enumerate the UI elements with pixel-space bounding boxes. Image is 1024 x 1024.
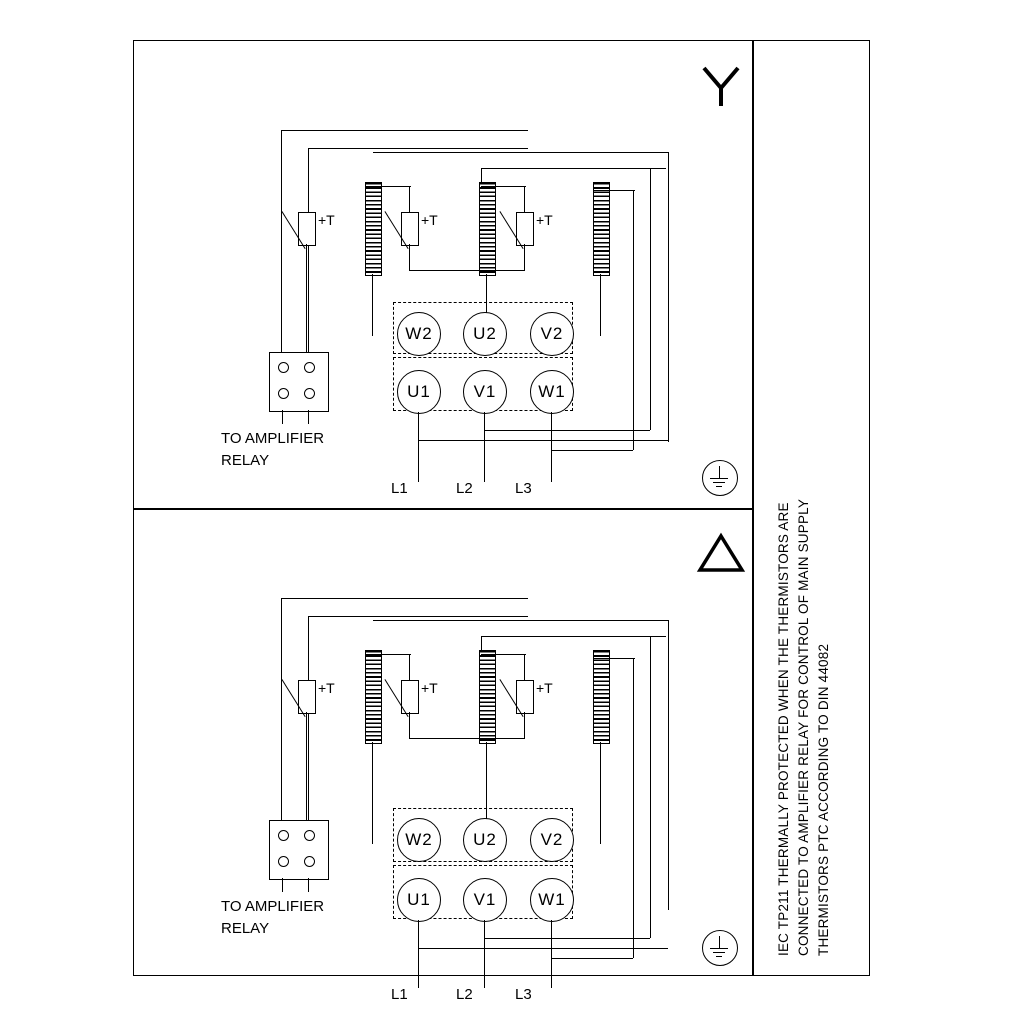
terminal-w1[interactable]: W1 — [530, 370, 574, 414]
wire — [551, 958, 633, 959]
wire — [668, 620, 669, 910]
terminal-u1[interactable]: U1 — [397, 370, 441, 414]
wire — [372, 274, 373, 336]
connector-terminal-dot — [278, 362, 289, 373]
wire — [365, 654, 411, 655]
supply-label-l3: L3 — [515, 480, 532, 497]
amplifier-label-line2: RELAY — [221, 452, 270, 469]
wire — [593, 658, 635, 659]
terminal-u1[interactable]: U1 — [397, 878, 441, 922]
wire — [418, 440, 668, 441]
thermistor-label: +T — [536, 212, 553, 228]
note-column — [762, 40, 862, 976]
note-line-1: IEC TP211 THERMALLY PROTECTED WHEN THE THERMISTORS ARE — [776, 502, 791, 956]
connector-terminal-dot — [304, 830, 315, 841]
terminal-w2[interactable]: W2 — [397, 818, 441, 862]
terminal-v1[interactable]: V1 — [463, 878, 507, 922]
wire — [308, 148, 528, 149]
terminal-v2[interactable]: V2 — [530, 312, 574, 356]
terminal-u2[interactable]: U2 — [463, 312, 507, 356]
wire — [524, 712, 525, 738]
thermistor-ptc — [516, 212, 534, 246]
supply-label-l3: L3 — [515, 986, 532, 1003]
wire — [282, 410, 283, 424]
wire — [593, 190, 635, 191]
amplifier-connector-block — [269, 820, 329, 880]
winding-coil — [593, 182, 610, 276]
wire — [308, 878, 309, 892]
wire — [484, 412, 485, 482]
winding-coil — [365, 650, 382, 744]
winding-coil — [593, 650, 610, 744]
terminal-u2[interactable]: U2 — [463, 818, 507, 862]
terminal-v1[interactable]: V1 — [463, 370, 507, 414]
panel-delta — [133, 508, 753, 1003]
delta-connection-icon — [694, 530, 748, 576]
wire — [418, 920, 419, 988]
winding-coil — [479, 650, 496, 744]
terminal-w1[interactable]: W1 — [530, 878, 574, 922]
wire — [308, 410, 309, 424]
thermistor-label: +T — [536, 680, 553, 696]
connector-terminal-dot — [278, 388, 289, 399]
wire — [281, 598, 528, 599]
wire — [481, 636, 666, 637]
wire — [551, 450, 633, 451]
panel-star — [133, 40, 753, 508]
wire — [308, 616, 309, 838]
wire — [365, 186, 411, 187]
wire — [650, 168, 651, 430]
connector-terminal-dot — [304, 856, 315, 867]
note-line-2: CONNECTED TO AMPLIFIER RELAY FOR CONTROL OF MAIN SUPPLY — [796, 498, 811, 956]
amplifier-label-line1: TO AMPLIFIER — [221, 898, 325, 915]
thermistor-ptc — [516, 680, 534, 714]
wire — [668, 152, 669, 442]
wire — [484, 430, 650, 431]
thermistor-label: +T — [421, 680, 438, 696]
wire — [481, 654, 526, 655]
wire — [524, 244, 525, 270]
connector-terminal-dot — [278, 830, 289, 841]
wire — [308, 616, 528, 617]
wire — [551, 412, 552, 482]
note-line-3: THERMISTORS PTC ACCORDING TO DIN 44082 — [816, 643, 831, 956]
wire — [308, 148, 309, 370]
wire — [481, 186, 526, 187]
terminal-v2[interactable]: V2 — [530, 818, 574, 862]
wire — [484, 938, 650, 939]
thermistor-label: +T — [318, 212, 335, 228]
wire — [481, 168, 666, 169]
wire — [409, 186, 410, 212]
thermistor-label: +T — [318, 680, 335, 696]
thermistor-ptc — [401, 680, 419, 714]
amplifier-label-line1: TO AMPLIFIER — [221, 430, 325, 447]
wire — [281, 130, 282, 370]
wire — [281, 598, 282, 838]
connector-terminal-dot — [278, 856, 289, 867]
wire — [409, 712, 410, 738]
wire — [524, 654, 525, 680]
supply-label-l2: L2 — [456, 480, 473, 497]
connector-terminal-dot — [304, 388, 315, 399]
wire — [372, 742, 373, 844]
thermistor-label: +T — [421, 212, 438, 228]
wire — [409, 654, 410, 680]
wire — [600, 742, 601, 844]
terminal-w2[interactable]: W2 — [397, 312, 441, 356]
supply-label-l1: L1 — [391, 986, 408, 1003]
wire — [281, 130, 528, 131]
wire — [633, 658, 634, 958]
winding-coil — [365, 182, 382, 276]
wire — [409, 270, 525, 271]
wire — [600, 274, 601, 336]
supply-label-l1: L1 — [391, 480, 408, 497]
wire — [373, 620, 668, 621]
winding-coil — [479, 182, 496, 276]
wire — [418, 948, 668, 949]
thermistor-ptc — [298, 212, 316, 246]
thermistor-ptc — [298, 680, 316, 714]
wire — [373, 152, 668, 153]
wire — [650, 636, 651, 938]
amplifier-label-line2: RELAY — [221, 920, 270, 937]
wire — [409, 244, 410, 270]
star-connection-icon — [694, 58, 748, 112]
wire — [524, 186, 525, 212]
amplifier-connector-block — [269, 352, 329, 412]
wire — [633, 190, 634, 450]
wire — [551, 920, 552, 988]
wire — [484, 920, 485, 988]
wire — [418, 412, 419, 482]
wire — [409, 738, 525, 739]
connector-terminal-dot — [304, 362, 315, 373]
supply-label-l2: L2 — [456, 986, 473, 1003]
thermistor-ptc — [401, 212, 419, 246]
wire — [282, 878, 283, 892]
